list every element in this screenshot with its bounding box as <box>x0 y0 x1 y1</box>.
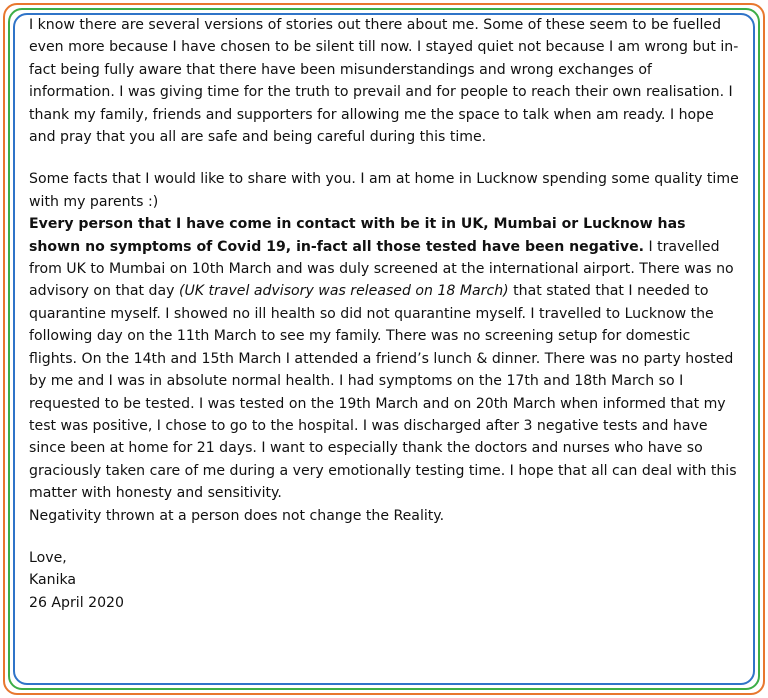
travel-text-part2: that stated that I needed to quarantine myself. I showed no ill health so did not quarantine myself. I travelled to Lucknow the following day on the 11th March to see my family. There was no screening setup for domestic flights. On the 14th and 15th March I attended a friend’s lunch & dinner. There was no party hosted by me and I was in absolute normal health. I had symptoms on the 17th and 18th March so I requested to be tested. I was tested on the 19th March and on 20th March when informed that my test was positive, I chose to go to the hospital. I was discharged after 3 negative tests and have since been at home for 21 days. I want to especially thank the doctors and nurses who have so graciously taken care of me during a very emotionally testing time. I hope that all can deal with this matter with honesty and sensitivity. <box>29 283 737 502</box>
letter-date: 26 April 2020 <box>29 594 124 611</box>
letter-body <box>29 14 741 614</box>
paragraph-gap <box>29 148 741 168</box>
travel-advisory-note: (UK travel advisory was released on 18 March) <box>178 283 509 300</box>
facts-intro-paragraph: Some facts that I would like to share with you. I am at home in Lucknow spending some quality time with my parents :) <box>29 171 739 210</box>
bold-statement: Every person that I have come in contact with be it in UK, Mumbai or Lucknow has shown no symptoms of Covid 19, in-fact all those tested have been negative. <box>29 216 686 255</box>
intro-paragraph: I know there are several versions of stories out there about me. Some of these seem to be fuelled even more because I have chosen to be silent till now. I stayed quiet not because I am wrong but in-fact being fully aware that there have been misunderstandings and wrong exchanges of information. I was giving time for the truth to prevail and for people to reach their own realisation. I thank my family, friends and supporters for allowing me the space to talk when am ready. I hope and pray that you all are safe and being careful during this time. <box>29 17 739 146</box>
travel-text-part1: I travelled from UK to Mumbai on 10th March and was duly screened at the international airport. There was no advisory on that day <box>29 238 734 300</box>
negativity-line: Negativity thrown at a person does not change the Reality. <box>29 507 445 524</box>
facts-paragraph <box>29 213 741 504</box>
closing-line: Love, <box>29 549 67 566</box>
paragraph-gap <box>29 527 741 547</box>
signature-name: Kanika <box>29 572 77 589</box>
